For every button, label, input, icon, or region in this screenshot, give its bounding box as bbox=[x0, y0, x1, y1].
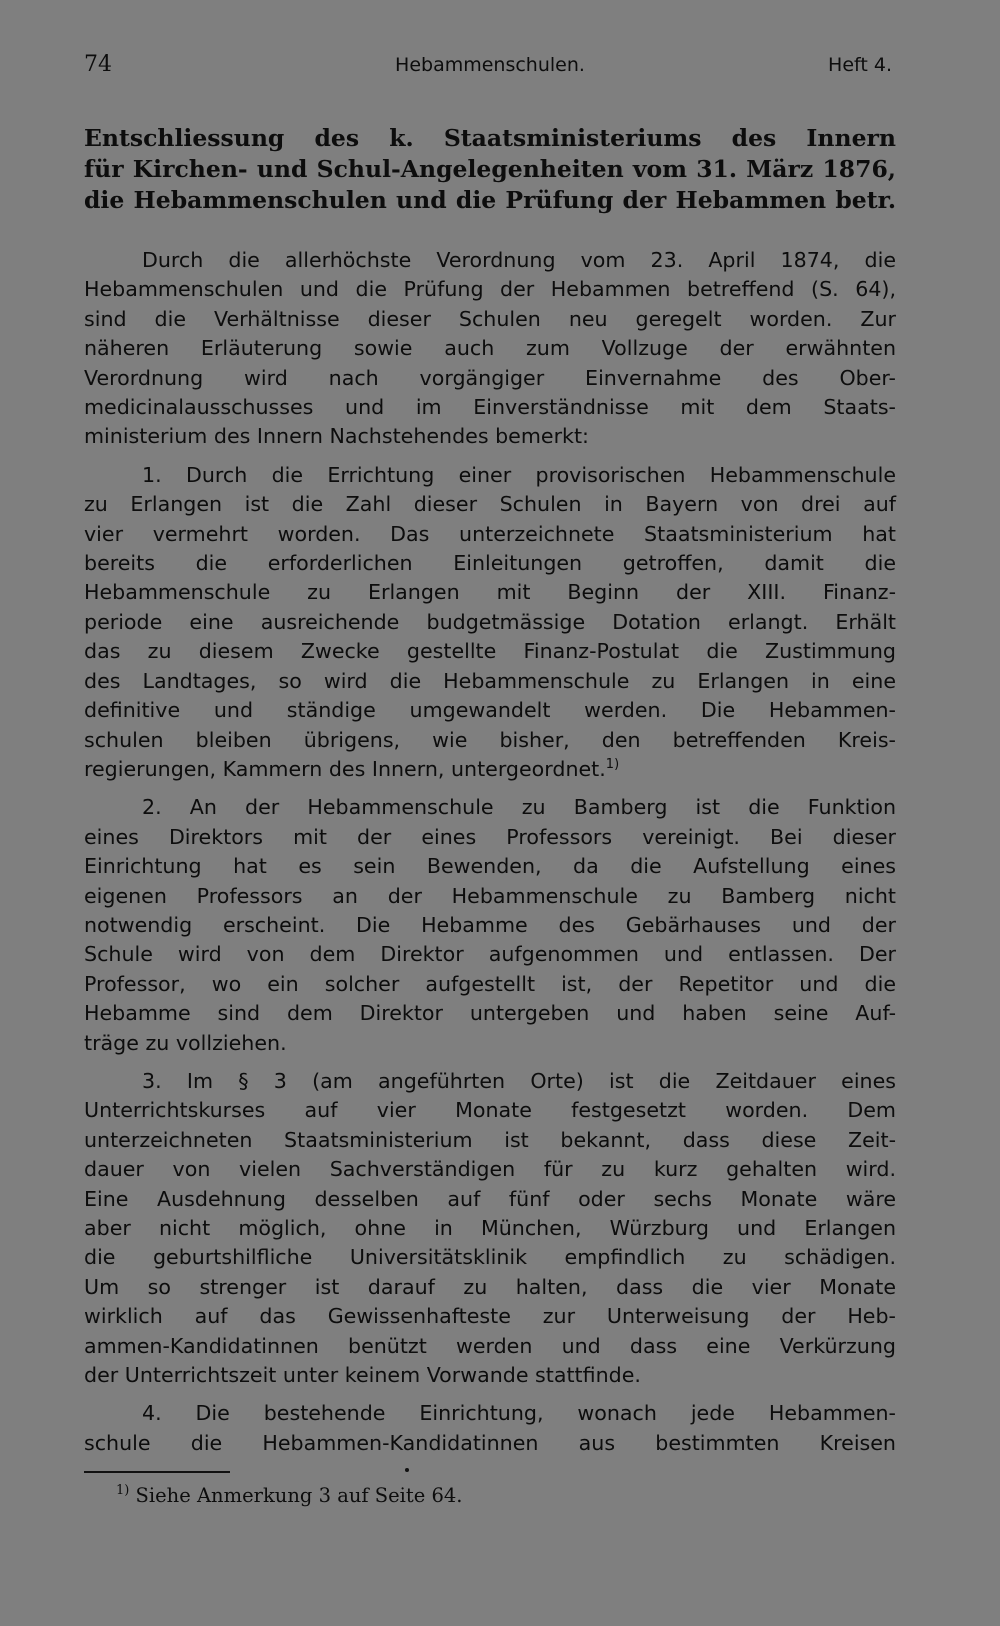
text-line: bereits die erforderlichen Einleitungen getroffen, damit die bbox=[84, 551, 896, 576]
text-line-with-footnote bbox=[84, 755, 896, 784]
text-line: eines Direktors mit der eines Professors vereinigt. Bei dieser bbox=[84, 824, 896, 849]
text-line: 3. Im § 3 (am angeführten Orte) ist die Zeitdauer eines bbox=[142, 1068, 896, 1093]
title-line: für Kirchen- und Schul-Angelegenheiten vom 31. März 1876, bbox=[84, 155, 896, 183]
text-line: notwendig erscheint. Die Hebamme des Gebärhauses und der bbox=[84, 912, 896, 937]
text-line: Hebammenschulen und die Prüfung der Hebammen betreffend (S. 64), bbox=[84, 277, 896, 302]
text-line: Um so strenger ist darauf zu halten, dass die vier Monate bbox=[84, 1274, 896, 1299]
text-line: aber nicht möglich, ohne in München, Würzburg und Erlangen bbox=[84, 1216, 896, 1240]
text-line: definitive und ständige umgewandelt werden. Die Hebammen- bbox=[84, 698, 896, 723]
page-number: 74 bbox=[84, 52, 112, 77]
issue-number: Heft 4. bbox=[828, 54, 892, 76]
text-line: 1. Durch die Errichtung einer provisorischen Hebammenschule bbox=[142, 462, 896, 487]
text-line: 2. An der Hebammenschule zu Bamberg ist die Funktion bbox=[142, 795, 896, 820]
text-line: Eine Ausdehnung desselben auf fünf oder sechs Monate wäre bbox=[84, 1186, 896, 1211]
text-line: Schule wird von dem Direktor aufgenommen und entlassen. Der bbox=[84, 942, 896, 967]
text-line: schule die Hebammen-Kandidatinnen aus bestimmten Kreisen bbox=[84, 1430, 896, 1455]
text-line: zu Erlangen ist die Zahl dieser Schulen in Bayern von drei auf bbox=[84, 492, 896, 517]
text-line: der Unterrichtszeit unter keinem Vorwande stattfinde. bbox=[84, 1363, 641, 1388]
paragraph-1 bbox=[84, 461, 896, 784]
footnote-reference[interactable]: 1) bbox=[605, 756, 620, 772]
footnote-separator bbox=[84, 1471, 230, 1473]
title-line: Entschliessung des k. Staatsministeriums des Innern bbox=[84, 124, 896, 152]
text-line: schulen bleiben übrigens, wie bisher, den betreffenden Kreis- bbox=[84, 727, 896, 752]
text-line: 4. Die bestehende Einrichtung, wonach jede Hebammen- bbox=[142, 1401, 896, 1426]
text-line: wirklich auf das Gewissenhafteste zur Unterweisung der Heb- bbox=[84, 1304, 896, 1329]
document-title bbox=[84, 123, 896, 216]
text-line: die geburtshilfliche Universitätsklinik empfindlich zu schädigen. bbox=[84, 1245, 896, 1270]
text-line: vier vermehrt worden. Das unterzeichnete Staatsministerium hat bbox=[84, 521, 896, 546]
text-line: periode eine ausreichende budgetmässige Dotation erlangt. Erhält bbox=[84, 609, 896, 634]
paragraph-2 bbox=[84, 793, 896, 1058]
footnote-text: Siehe Anmerkung 3 auf Seite 64. bbox=[129, 1484, 463, 1507]
running-title: Hebammenschulen. bbox=[395, 54, 585, 76]
paragraph-3 bbox=[84, 1067, 896, 1390]
text-line: medicinalausschusses und im Einverständnisse mit dem Staats- bbox=[84, 395, 896, 420]
text-line: dauer von vielen Sachverständigen für zu kurz gehalten wird. bbox=[84, 1157, 896, 1182]
text-line: eigenen Professors an der Hebammenschule zu Bamberg nicht bbox=[84, 883, 896, 908]
footnote-marker: 1) bbox=[116, 1483, 130, 1498]
footnote bbox=[116, 1484, 463, 1507]
paragraph-intro bbox=[84, 246, 896, 452]
text-line: ministerium des Innern Nachstehendes bemerkt: bbox=[84, 424, 589, 449]
text-line: Einrichtung hat es sein Bewenden, da die Aufstellung eines bbox=[84, 854, 896, 879]
text-line: Verordnung wird nach vorgängiger Einvernahme des Ober- bbox=[84, 365, 896, 390]
print-speck bbox=[405, 1468, 409, 1472]
text-line: des Landtages, so wird die Hebammenschule zu Erlangen in eine bbox=[84, 668, 896, 693]
document-body bbox=[84, 246, 896, 1458]
text-line: unterzeichneten Staatsministerium ist bekannt, dass diese Zeit- bbox=[84, 1127, 896, 1152]
text-line: Hebamme sind dem Direktor untergeben und haben seine Auf- bbox=[84, 1001, 896, 1026]
document-page bbox=[84, 46, 896, 1507]
text-line: regierungen, Kammern des Innern, untergeordnet. bbox=[84, 756, 606, 781]
text-line: ammen-Kandidatinnen benützt werden und dass eine Verkürzung bbox=[84, 1333, 896, 1358]
text-line: träge zu vollziehen. bbox=[84, 1030, 287, 1055]
text-line: Durch die allerhöchste Verordnung vom 23. April 1874, die bbox=[142, 248, 896, 272]
text-line: das zu diesem Zwecke gestellte Finanz-Postulat die Zustimmung bbox=[84, 639, 896, 664]
paragraph-4 bbox=[84, 1399, 896, 1458]
title-line: die Hebammenschulen und die Prüfung der Hebammen betr. bbox=[84, 186, 896, 214]
text-line: Unterrichtskurses auf vier Monate festgesetzt worden. Dem bbox=[84, 1098, 896, 1123]
text-line: Professor, wo ein solcher aufgestellt ist, der Repetitor und die bbox=[84, 971, 896, 996]
text-line: näheren Erläuterung sowie auch zum Vollzuge der erwähnten bbox=[84, 336, 896, 361]
running-header bbox=[84, 46, 896, 84]
text-line: Hebammenschule zu Erlangen mit Beginn der XIII. Finanz- bbox=[84, 580, 896, 605]
text-line: sind die Verhältnisse dieser Schulen neu geregelt worden. Zur bbox=[84, 306, 896, 331]
